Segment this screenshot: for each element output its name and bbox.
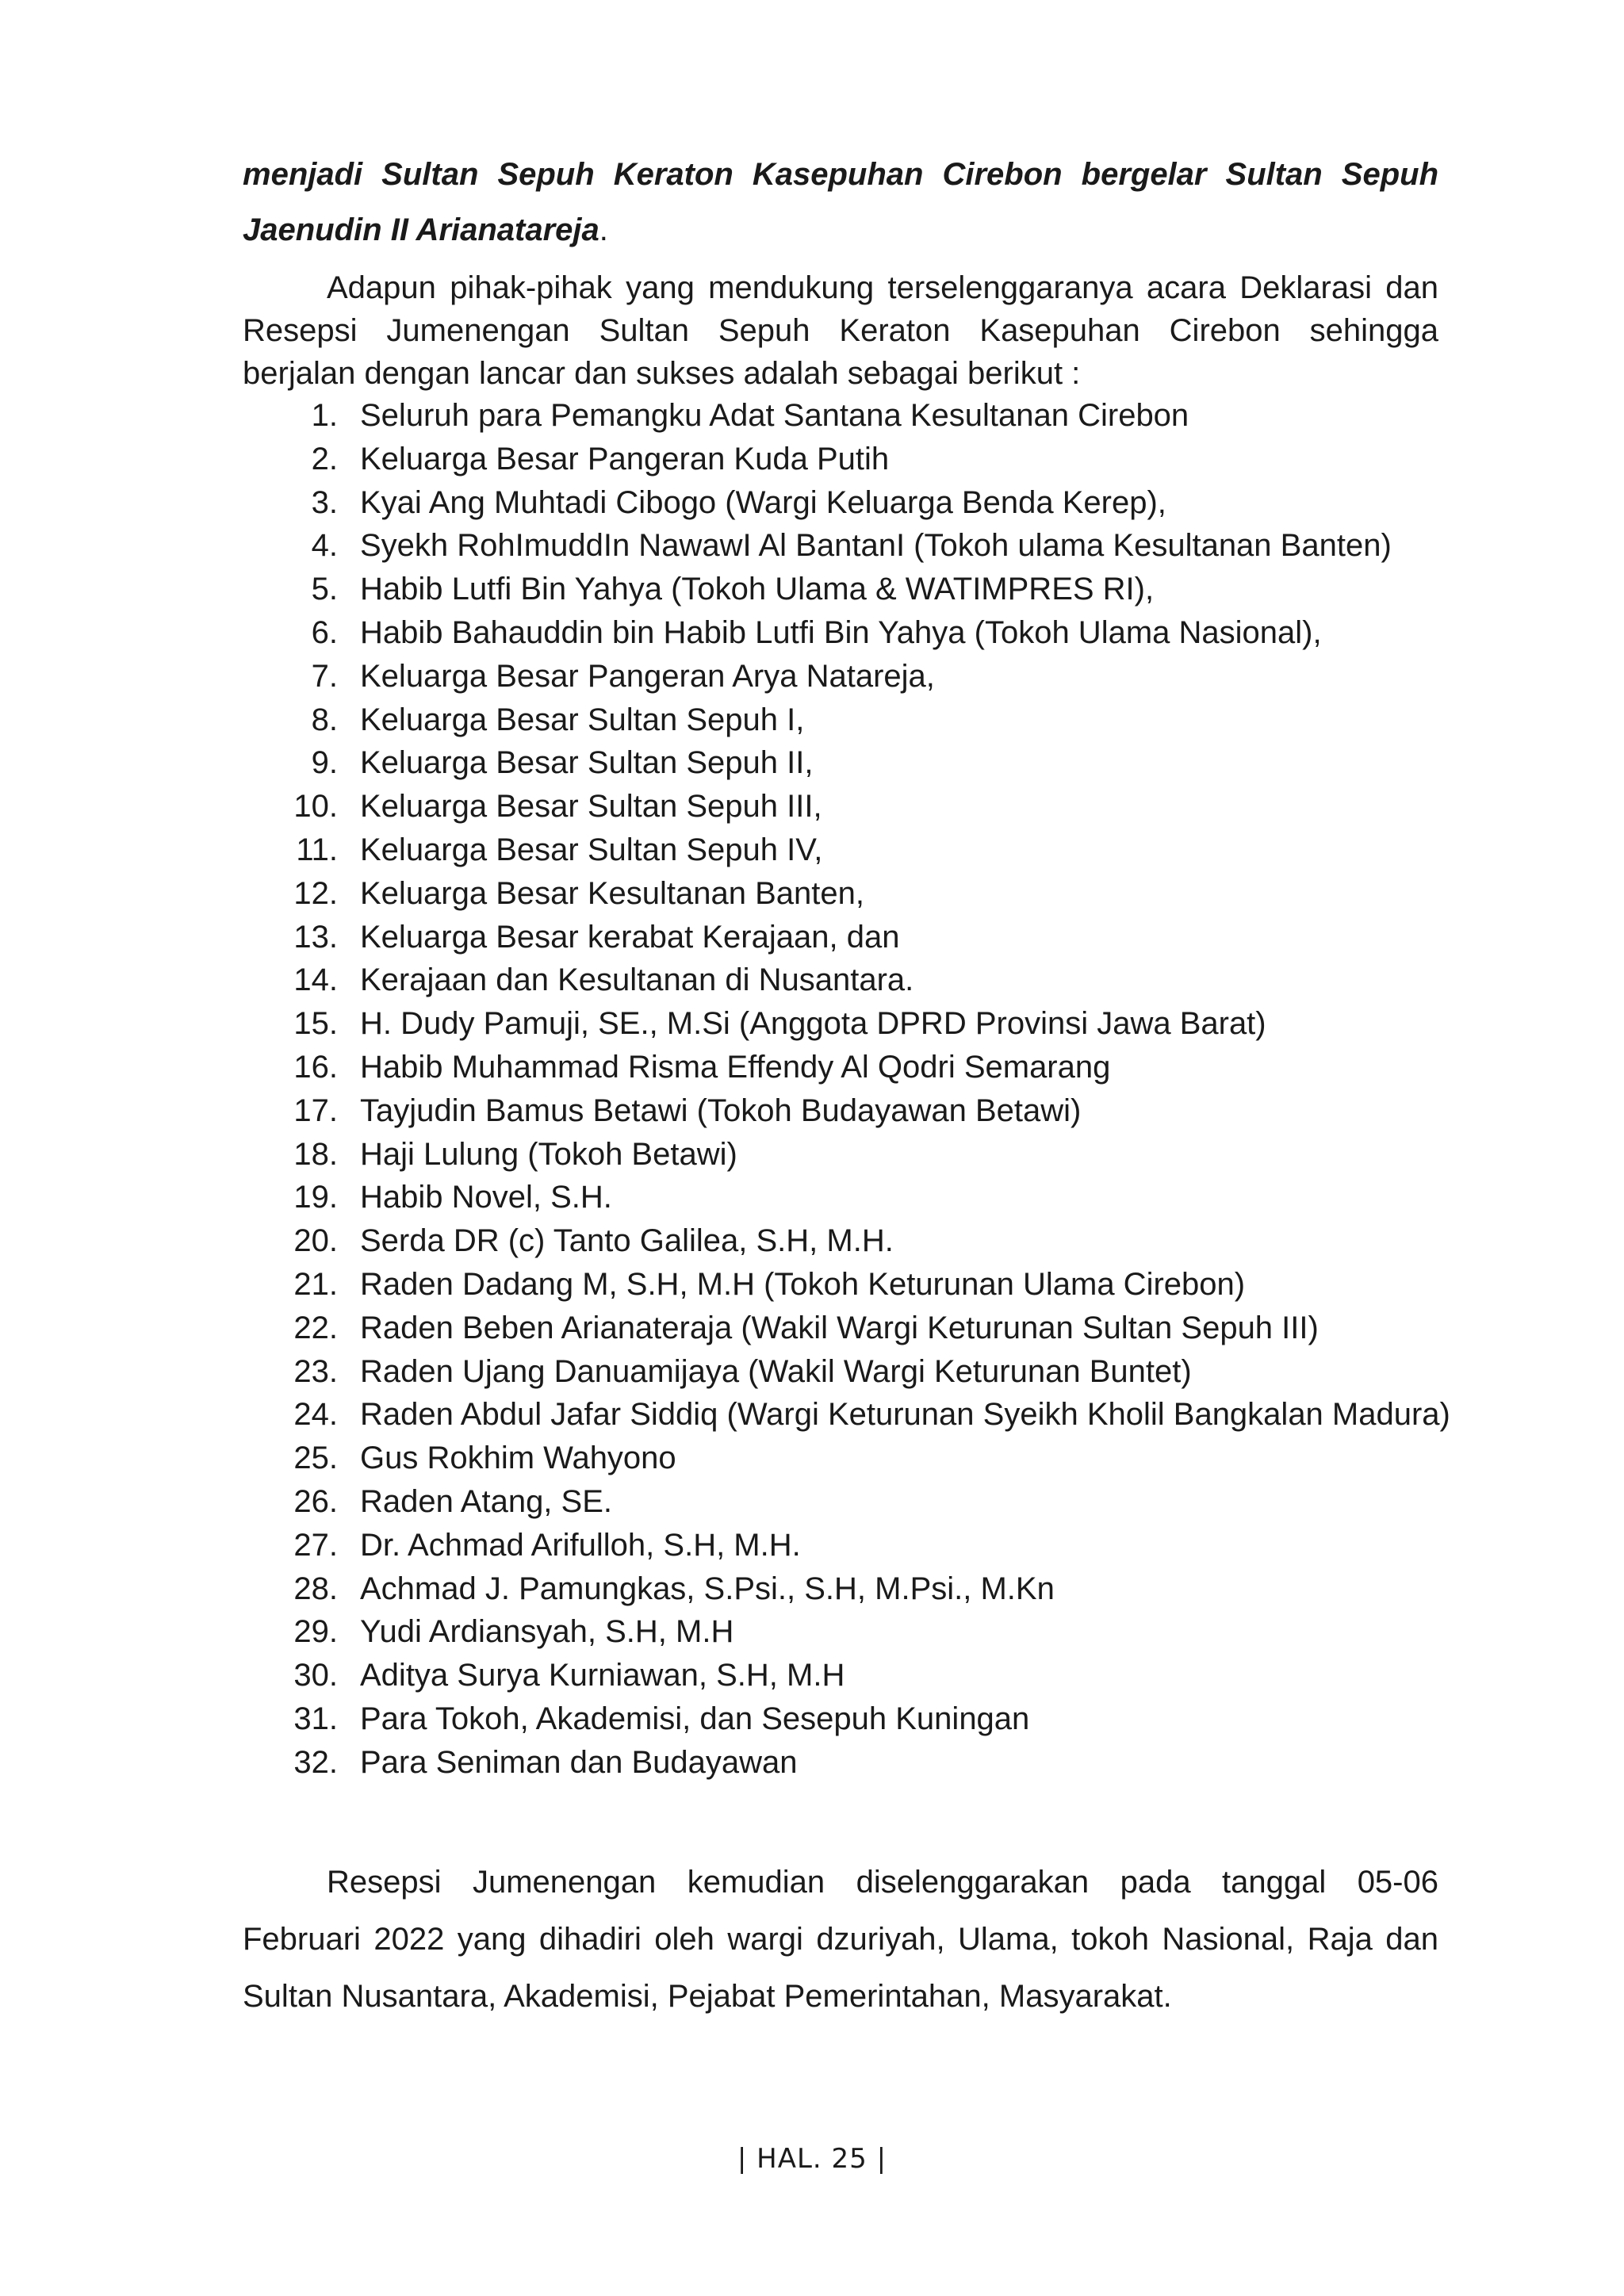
list-item-number: 25. [293,1441,338,1476]
list-item-number: 19. [293,1180,338,1215]
list-item-text: Kyai Ang Muhtadi Cibogo (Wargi Keluarga Benda Kerep), [360,484,1166,520]
list-item-text: Para Tokoh, Akademisi, dan Sesepuh Kuningan [360,1701,1030,1736]
list-item-number: 22. [293,1310,338,1345]
list-item-number: 16. [293,1049,338,1085]
list-item-text: Raden Dadang M, S.H, M.H (Tokoh Keturunan Ulama Cirebon) [360,1266,1246,1302]
intro-line-1: menjadi Sultan Sepuh Keraton Kasepuhan Cirebon bergelar Sultan Sepuh [243,157,1438,192]
paragraph-reception [243,1854,1438,2025]
paragraph-line: Februari 2022 yang dihadiri oleh wargi dzuriyah, Ulama, tokoh Nasional, Raja dan [243,1922,1438,1957]
list-item-number: 4. [311,528,338,564]
list-item-number: 7. [311,658,338,694]
list-item [243,1697,1511,1741]
list-item-text: Keluarga Besar kerabat Kerajaan, dan [360,919,900,955]
page-number: | HAL. 25 | [737,2143,887,2175]
list-item [243,1089,1511,1133]
list-item-text: Raden Ujang Danuamijaya (Wakil Wargi Keturunan Buntet) [360,1353,1192,1389]
list-item-number: 13. [293,919,338,955]
list-item-text: Kerajaan dan Kesultanan di Nusantara. [360,962,914,998]
list-item-text: Keluarga Besar Pangeran Arya Natareja, [360,658,935,694]
sultan-title: Jaenudin II Arianatareja [243,212,599,247]
list-item-number: 8. [311,702,338,737]
list-item-number: 3. [311,484,338,520]
list-item [243,1480,1511,1524]
list-item-number: 5. [311,572,338,607]
list-item-number: 23. [293,1353,338,1389]
list-item [243,1610,1511,1654]
list-item [243,828,1511,872]
paragraph-line: Adapun pihak-pihak yang mendukung terselenggaranya acara Deklarasi dan [327,270,1438,305]
list-item-number: 10. [293,789,338,825]
list-item [243,698,1511,742]
list-item-text: Raden Beben Arianateraja (Wakil Wargi Keturunan Sultan Sepuh III) [360,1310,1319,1345]
list-item-number: 28. [293,1571,338,1606]
list-item-number: 27. [293,1527,338,1563]
list-item-number: 1. [311,398,338,433]
list-item-number: 15. [293,1006,338,1042]
list-item [243,1524,1511,1567]
list-item-number: 2. [311,441,338,476]
list-item-number: 9. [311,745,338,781]
list-item [243,741,1511,785]
paragraph-line: berjalan dengan lancar dan sukses adalah sebagai berikut : [243,356,1081,391]
list-item-text: Keluarga Besar Sultan Sepuh IV, [360,832,823,867]
list-item [243,1219,1511,1263]
list-item-text: Habib Muhammad Risma Effendy Al Qodri Semarang [360,1049,1111,1085]
list-item-number: 6. [311,614,338,650]
list-item-text: Gus Rokhim Wahyono [360,1441,676,1476]
list-item [243,1263,1511,1307]
list-item [243,481,1511,525]
list-item [243,1437,1511,1480]
list-item-text: Serda DR (c) Tanto Galilea, S.H, M.H. [360,1223,894,1259]
list-item-number: 29. [293,1614,338,1650]
list-item-text: Dr. Achmad Arifulloh, S.H, M.H. [360,1527,801,1563]
list-item [243,1654,1511,1697]
list-item-number: 17. [293,1093,338,1128]
paragraph-supporters-intro [243,266,1438,395]
list-item [243,1567,1511,1611]
list-item-text: Keluarga Besar Sultan Sepuh I, [360,702,805,737]
list-item-number: 18. [293,1136,338,1172]
list-item [243,568,1511,611]
list-item-number: 24. [293,1397,338,1433]
list-item-text: Raden Atang, SE. [360,1483,613,1519]
list-item-number: 31. [293,1701,338,1736]
list-item [243,394,1511,438]
list-item-text: Syekh RohImuddIn NawawI Al BantanI (Tokoh ulama Kesultanan Banten) [360,528,1392,564]
list-item-text: Keluarga Besar Sultan Sepuh II, [360,745,814,781]
list-item-text: Tayjudin Bamus Betawi (Tokoh Budayawan Betawi) [360,1093,1082,1128]
list-item [243,959,1511,1002]
list-item [243,1307,1511,1350]
intro-line-2-tail: . [599,212,608,247]
list-item-text: Habib Lutfi Bin Yahya (Tokoh Ulama & WATIMPRES RI), [360,572,1155,607]
list-item [243,655,1511,698]
list-item [243,785,1511,828]
paragraph-line: Resepsi Jumenengan Sultan Sepuh Keraton Kasepuhan Cirebon sehingga [243,313,1438,348]
list-item-number: 30. [293,1658,338,1693]
list-item-number: 14. [293,962,338,998]
list-item-text: Haji Lulung (Tokoh Betawi) [360,1136,737,1172]
list-item-text: Para Seniman dan Budayawan [360,1744,798,1780]
list-item [243,1741,1511,1785]
intro-line-2 [243,203,1438,257]
list-item-text: Raden Abdul Jafar Siddiq (Wargi Keturunan Syeikh Kholil Bangkalan Madura) [360,1397,1450,1433]
list-item [243,1176,1511,1219]
paragraph-line: Sultan Nusantara, Akademisi, Pejabat Pemerintahan, Masyarakat. [243,1979,1172,2014]
list-item-text: H. Dudy Pamuji, SE., M.Si (Anggota DPRD Provinsi Jawa Barat) [360,1006,1266,1042]
list-item-text: Achmad J. Pamungkas, S.Psi., S.H, M.Psi., M.Kn [360,1571,1055,1606]
list-item-number: 26. [293,1483,338,1519]
list-item-number: 12. [293,875,338,911]
supporters-list [243,394,1511,1785]
list-item-text: Keluarga Besar Sultan Sepuh III, [360,789,822,825]
list-item [243,1133,1511,1177]
list-item-number: 20. [293,1223,338,1259]
list-item [243,1046,1511,1089]
list-item [243,872,1511,916]
list-item [243,1002,1511,1046]
list-item-number: 32. [293,1744,338,1780]
list-item [243,1350,1511,1394]
list-item [243,524,1511,568]
list-item-text: Yudi Ardiansyah, S.H, M.H [360,1614,734,1650]
list-item [243,1393,1511,1437]
list-item-number: 11. [296,832,338,867]
list-item-text: Habib Novel, S.H. [360,1180,612,1215]
list-item-text: Seluruh para Pemangku Adat Santana Kesultanan Cirebon [360,398,1189,433]
list-item-text: Keluarga Besar Pangeran Kuda Putih [360,441,890,476]
list-item-text: Keluarga Besar Kesultanan Banten, [360,875,864,911]
list-item-number: 21. [293,1266,338,1302]
list-item-text: Aditya Surya Kurniawan, S.H, M.H [360,1658,845,1693]
list-item [243,611,1511,655]
list-item [243,916,1511,959]
list-item-text: Habib Bahauddin bin Habib Lutfi Bin Yahya (Tokoh Ulama Nasional), [360,614,1322,650]
list-item [243,438,1511,481]
paragraph-line: Resepsi Jumenengan kemudian diselenggarakan pada tanggal 05-06 [327,1865,1438,1900]
